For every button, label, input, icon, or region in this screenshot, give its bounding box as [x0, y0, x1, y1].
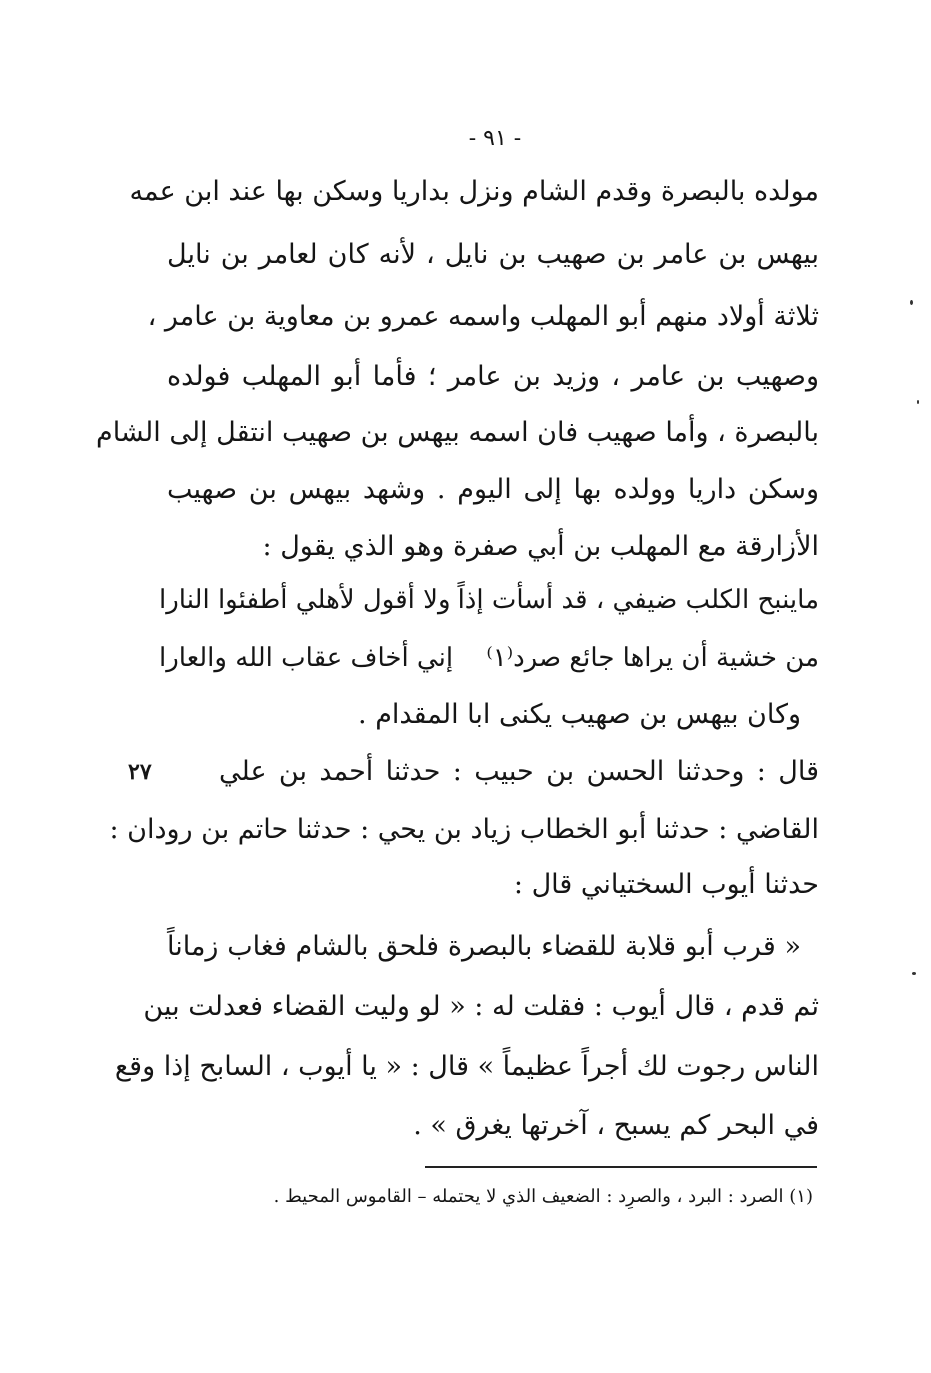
verse-first-hemistich: ماينبح الكلب ضيفي ، قد أسأت إذاً — [457, 585, 819, 615]
footnote-separator — [425, 1166, 817, 1168]
verse-second-hemistich: ولا أقول لأهلي أطفئوا النارا — [159, 585, 451, 615]
text-line: بالبصرة ، وأما صهيب فان اسمه بيهس بن صهيب انتقل إلى الشام — [95, 417, 819, 448]
text-line: ثلاثة أولاد منهم أبو المهلب واسمه عمرو بن معاوية بن عامر ، — [147, 301, 819, 332]
scan-speck — [912, 972, 916, 975]
quote-line: « قرب أبو قلابة للقضاء بالبصرة فلحق بالشام فغاب زماناً — [167, 931, 801, 962]
page-number: - ٩١ - — [468, 126, 522, 151]
isnad-line: القاضي : حدثنا أبو الخطاب زياد بن يحي : حدثنا حاتم بن رودان : — [109, 814, 819, 845]
footnote: (١) الصرد : البرد ، والصرِد : الضعيف الذي لا يحتمله – القاموس المحيط . — [273, 1186, 813, 1207]
quote-line: ثم قدم ، قال أيوب : فقلت له : « لو وليت القضاء فعدلت بين — [143, 991, 819, 1022]
text-line: وصهيب بن عامر ، وزيد بن عامر ؛ فأما أبو المهلب فولده — [167, 361, 819, 392]
poem-verse — [159, 580, 819, 620]
poem-verse — [159, 638, 819, 678]
text-line: بيهس بن عامر بن صهيب بن نايل ، لأنه كان لعامر بن نايل — [167, 239, 819, 270]
text-line: وكان بيهس بن صهيب يكنى ابا المقدام . — [358, 699, 801, 730]
quote-line: في البحر كم يسبح ، آخرتها يغرق » . — [413, 1110, 819, 1141]
text-line: مولده بالبصرة وقدم الشام ونزل بداريا وسكن بها عند ابن عمه — [129, 176, 819, 207]
isnad-line: حدثنا أيوب السختياني قال : — [513, 869, 819, 900]
entry-number: ٢٧ — [128, 759, 152, 785]
scan-speck — [917, 400, 919, 404]
text-line: الأزارقة مع المهلب بن أبي صفرة وهو الذي يقول : — [262, 531, 819, 562]
verse-first-hemistich: من خشية أن يراها جائع صرد⁽١⁾ — [486, 643, 819, 673]
isnad-line: قال : وحدثنا الحسن بن حبيب : حدثنا أحمد بن علي — [219, 756, 819, 787]
verse-second-hemistich: إني أخاف عقاب الله والعارا — [159, 643, 454, 673]
quote-line: الناس رجوت لك أجراً عظيماً » قال : « يا أيوب ، السابح إذا وقع — [114, 1051, 819, 1082]
text-line: وسكن داريا وولده بها إلى اليوم . وشهد بيهس بن صهيب — [167, 474, 819, 505]
scan-speck — [910, 300, 913, 305]
